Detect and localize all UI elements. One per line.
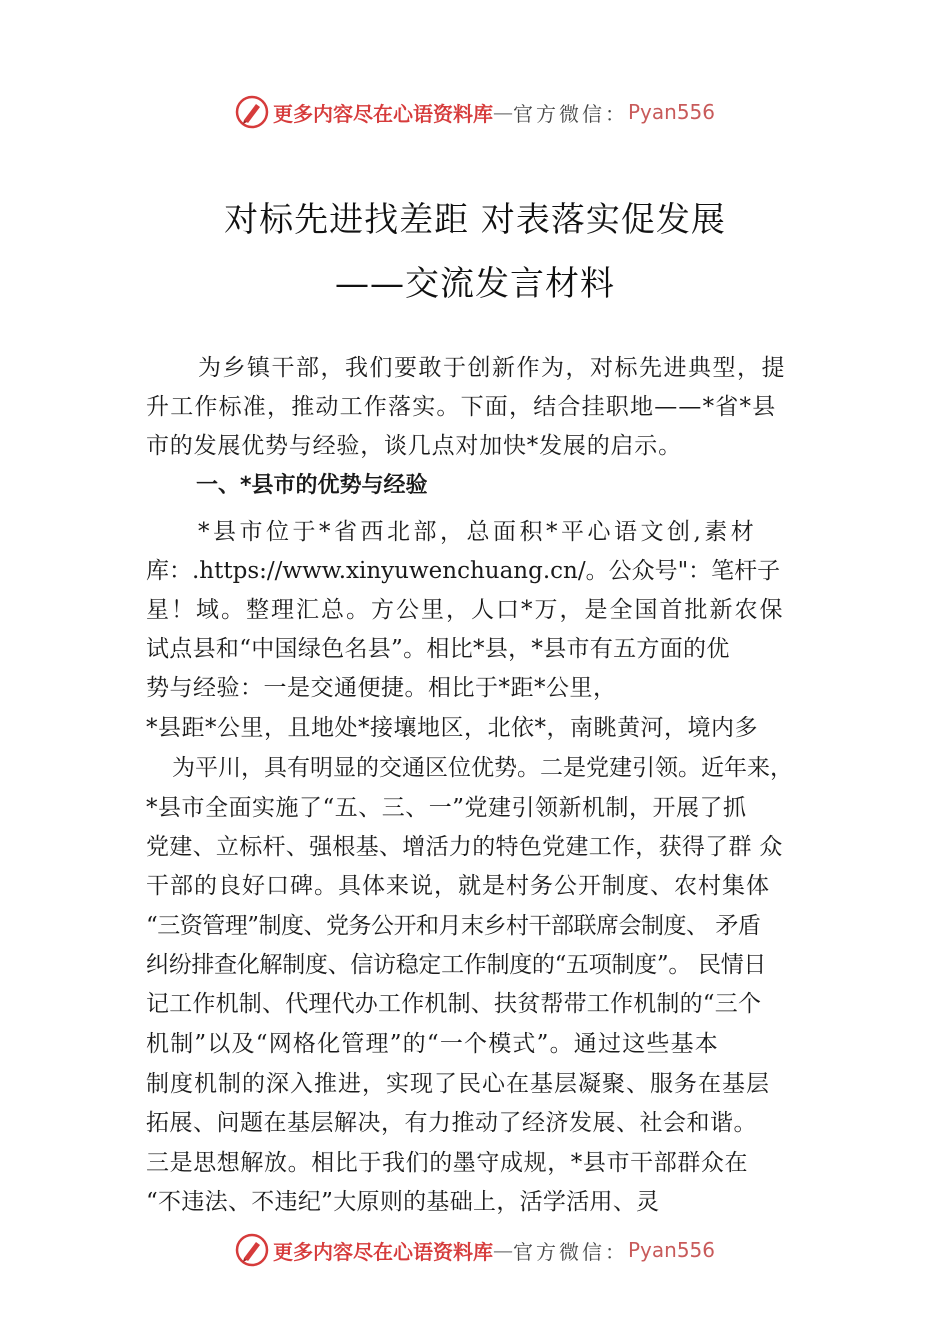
body-line: 升工作标准，推动工作落实。下面，结合挂职地——*省*县 xyxy=(146,394,777,420)
body-line: 库：.https://www.xinyuwenchuang.cn/。公众号"：笔杆子 xyxy=(146,558,781,584)
body-line: 为乡镇干部，我们要敢于创新作为，对标先进典型，提 xyxy=(198,355,786,381)
body-line: *县市位于*省西北部，总面积*平心语文创,素材 xyxy=(198,519,758,545)
document-title: 对标先进找差距 对表落实促发展 xyxy=(224,200,726,240)
body-line: 势与经验：一是交通便捷。相比于*距*公里， xyxy=(146,675,617,701)
body-line: 市的发展优势与经验，谈几点对加快*发展的启示。 xyxy=(146,433,682,459)
banner-wechat-label: 官方微信： xyxy=(512,101,628,126)
body-line: 记工作机制、代理代办工作机制、扶贫帮带工作机制的“三个 xyxy=(146,991,762,1017)
body-line: 三是思想解放。相比于我们的墨守成规，*县市干部群众在 xyxy=(146,1150,749,1176)
body-line: 党建、立标杆、强根基、增活力的特色党建工作，获得了群 众 xyxy=(146,834,783,860)
section-heading: 一、*县市的优势与经验 xyxy=(196,473,428,498)
body-line: 拓展、问题在基层解决，有力推动了经济发展、社会和谐。 xyxy=(146,1110,757,1136)
body-line: 干部的良好口碑。具体来说，就是村务公开制度、农村集体 xyxy=(146,873,770,899)
body-line: *县距*公里，且地处*接壤地区，北依*，南眺黄河，境内多 xyxy=(146,715,758,741)
body-line: 纠纷排查化解制度、信访稳定工作制度的“五项制度”。 民情日 xyxy=(146,952,767,978)
banner-wechat-id: Pyan556 xyxy=(627,100,715,124)
pen-logo-icon xyxy=(235,95,269,129)
header-banner xyxy=(0,95,950,129)
body-line: 机制”以及“网格化管理”的“一个模式”。通过这些基本 xyxy=(146,1031,719,1057)
body-line: 制度机制的深入推进，实现了民心在基层凝聚、服务在基层 xyxy=(146,1071,770,1097)
banner-main-text: 更多内容尽在心语资料库 xyxy=(272,101,493,126)
body-line: 试点县和“中国绿色名县”。相比*县，*县市有五方面的优 xyxy=(146,636,730,662)
banner-main-text: 更多内容尽在心语资料库 xyxy=(272,1239,493,1264)
banner-dash: — xyxy=(492,100,513,124)
pen-logo-icon xyxy=(235,1233,269,1267)
banner-wechat-id: Pyan556 xyxy=(627,1238,715,1262)
body-line: “不违法、不违纪”大原则的基础上，活学活用、灵 xyxy=(146,1189,660,1215)
body-line: 星！域。整理汇总。方公里，人口*万，是全国首批新农保 xyxy=(146,597,785,623)
body-line: 为平川，具有明显的交通区位优势。二是党建引领。近年来， xyxy=(172,755,793,781)
banner-dash: — xyxy=(492,1238,513,1262)
footer-banner xyxy=(0,1233,950,1267)
banner-wechat-label: 官方微信： xyxy=(512,1239,628,1264)
body-line: “三资管理”制度、党务公开和月末乡村干部联席会制度、 矛盾 xyxy=(146,913,761,939)
body-line: *县市全面实施了“五、三、一”党建引领新机制，开展了抓 xyxy=(146,795,747,821)
document-subtitle: ——交流发言材料 xyxy=(335,264,615,304)
